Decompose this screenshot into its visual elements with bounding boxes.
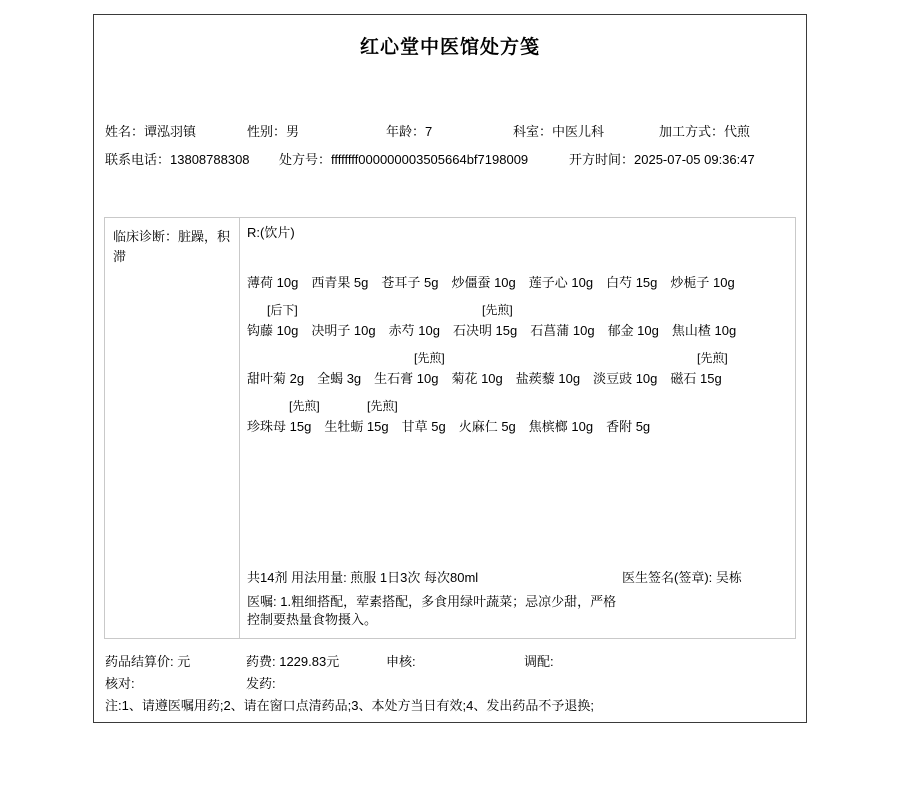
patient-info-row1 [94, 121, 806, 139]
doctor-signature-label: 医生签名(签章): [622, 570, 716, 585]
herb-item: 薄荷 10g [247, 275, 299, 290]
doctor-signature [622, 571, 742, 585]
herb-item: 石菖蒲 10g [530, 323, 595, 338]
rx-header: R:(饮片) [247, 225, 295, 240]
herb-item: 菊花 10g [451, 371, 503, 386]
herb-item: 苍耳子 5g [381, 275, 439, 290]
herb-item: 甘草 5g [401, 419, 446, 434]
decoction-annotation: [先煎] [414, 351, 445, 365]
settlement-row1 [105, 651, 801, 673]
settlement-field: 药费: 1229.83元 [246, 654, 340, 669]
prescription-table [104, 217, 796, 639]
herb-item: 郁金 10g [607, 323, 659, 338]
herb-item: 焦山楂 10g [671, 323, 737, 338]
patient-field: 处方号：ffffffff000000003505664bf7198009 [279, 152, 529, 167]
settlement-field: 药品结算价: 元 [105, 654, 191, 669]
settlement-field: 申核: [386, 654, 416, 669]
decoction-annotation: [先煎] [367, 399, 398, 413]
herb-item: 火麻仁 5g [458, 419, 516, 434]
herb-item: 赤芍 10g [388, 323, 440, 338]
settlement-row2 [105, 673, 801, 695]
herb-item: 炒僵蚕 10g [451, 275, 516, 290]
patient-field: 科室：中医儿科 [513, 124, 605, 139]
medical-advice-line: 控制要热量食物摄入。 [247, 612, 378, 627]
decoction-annotation: [后下] [267, 303, 298, 317]
settlement-field: 调配: [524, 654, 554, 669]
page-title: 红心堂中医馆处方笺 [359, 37, 540, 58]
prescription-sheet [93, 14, 807, 723]
herb-item: 香附 5g [606, 419, 651, 434]
annotation-line [247, 303, 788, 317]
patient-info-row2 [94, 149, 806, 167]
settlement-field: 核对: [105, 676, 135, 691]
patient-field: 性别：男 [247, 124, 300, 139]
herb-line [247, 324, 788, 338]
note-line: 注:1、请遵医嘱用药;2、请在窗口点清药品;3、本处方当日有效;4、发出药品不予退换; [105, 698, 594, 713]
herb-item: 全蝎 3g [317, 371, 362, 386]
doctor-name: 吴栋 [715, 570, 742, 585]
patient-field: 年龄：7 [386, 124, 433, 139]
patient-field: 姓名：谭泓羽镇 [105, 124, 197, 139]
patient-field: 加工方式：代煎 [659, 124, 751, 139]
herb-item: 焦槟榔 10g [528, 419, 594, 434]
settlement-section [105, 651, 801, 717]
herb-item: 石决明 15g [452, 323, 518, 338]
annotation-line [247, 399, 788, 413]
herb-list [247, 276, 788, 434]
patient-field: 联系电话：13808788308 [105, 152, 250, 167]
annotation-line [247, 351, 788, 365]
diagnosis-label: 临床诊断： [113, 229, 179, 244]
diagnosis-value: 脏躁，积滞 [113, 229, 231, 264]
herb-line [247, 372, 788, 386]
herb-item: 西青果 5g [311, 275, 369, 290]
herb-item: 磁石 15g [670, 371, 722, 386]
herb-item: 莲子心 10g [528, 275, 594, 290]
usage-line [247, 571, 788, 585]
herb-item: 白芍 15g [606, 275, 658, 290]
herb-item: 盐蒺藜 10g [515, 371, 581, 386]
medical-advice-line: 医嘱: 1.粗细搭配，荤素搭配，多食用绿叶蔬菜；忌凉少甜，严格 [247, 594, 617, 609]
decoction-annotation: [先煎] [482, 303, 513, 317]
prescription-cell [240, 218, 795, 638]
herb-item: 生石膏 10g [374, 371, 439, 386]
medical-advice [247, 593, 788, 629]
clinical-diagnosis-cell [105, 218, 240, 638]
herb-item: 炒栀子 10g [670, 275, 735, 290]
herb-item: 生牡蛎 15g [324, 419, 389, 434]
settlement-field: 发药: [246, 676, 276, 691]
herb-item: 决明子 10g [311, 323, 376, 338]
herb-item: 淡豆豉 10g [593, 371, 658, 386]
decoction-annotation: [先煎] [697, 351, 728, 365]
dosage-text: 共14剂 用法用量: 煎服 1日3次 每次80ml [247, 570, 479, 585]
herb-item: 钩藤 10g [247, 323, 299, 338]
patient-field: 开方时间：2025-07-05 09:36:47 [569, 152, 755, 167]
herb-item: 珍珠母 15g [247, 419, 312, 434]
herb-item: 甜叶菊 2g [247, 371, 305, 386]
decoction-annotation: [先煎] [289, 399, 320, 413]
herb-line [247, 420, 788, 434]
herb-line [247, 276, 788, 290]
